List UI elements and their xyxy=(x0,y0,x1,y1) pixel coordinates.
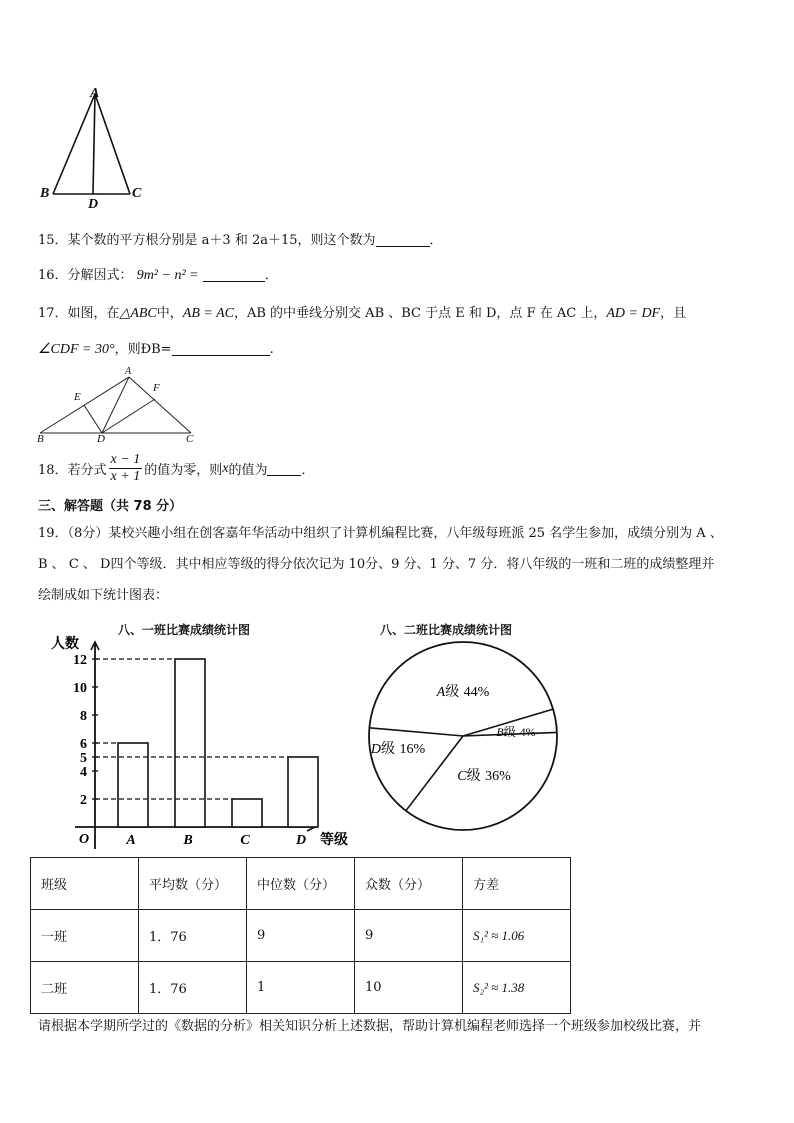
bar-chart xyxy=(45,628,365,854)
q15-suffix: ． xyxy=(429,233,443,248)
scores-table xyxy=(30,857,571,1014)
q16-suffix: ． xyxy=(264,268,278,283)
triangle-figure-q17 xyxy=(36,366,206,446)
fig2-label-e: E xyxy=(74,391,81,403)
x-tick-label: B xyxy=(183,833,193,848)
y-tick-label: 6 xyxy=(80,737,87,752)
q18-answer-blank[interactable] xyxy=(267,461,301,476)
x-tick-label: D xyxy=(295,833,307,848)
question-17-line1 xyxy=(38,302,686,322)
table-cell: 二班 xyxy=(31,962,139,1014)
header-cell: 众数（分） xyxy=(355,858,463,910)
pie-slice-label: A级 44% xyxy=(436,684,490,700)
label-c: C xyxy=(132,186,142,201)
table-row xyxy=(31,962,571,1014)
table-cell: 一班 xyxy=(31,910,139,962)
q17-triangle: △ABC xyxy=(119,306,157,321)
label-b: B xyxy=(40,186,50,201)
q19-line-2: B 、 C 、 D四个等级．其中相应等级的得分依次记为 10分、9 分、1 分、7 分．将八年级的一班和二班的成绩整理并 xyxy=(38,557,715,572)
q17-answer-blank[interactable] xyxy=(172,341,270,356)
question-15 xyxy=(38,229,443,248)
q18-text: 18．若分式 xyxy=(38,463,107,478)
header-cell: 中位数（分） xyxy=(247,858,355,910)
pie-slice-label: D级 16% xyxy=(370,741,426,757)
x-tick-label: A xyxy=(126,833,136,848)
q17-equation-1: AB = AC xyxy=(182,306,234,321)
q17-text-e: ，则ÐB= xyxy=(114,342,172,357)
table-header-row xyxy=(31,858,571,910)
bar xyxy=(118,743,148,827)
fig2-label-a: A xyxy=(125,366,132,377)
q15-answer-blank[interactable] xyxy=(376,232,430,247)
pie-chart-title: 八、二班比赛成绩统计图 xyxy=(380,623,513,637)
table-row xyxy=(31,910,571,962)
origin-label: O xyxy=(79,832,90,847)
q18-numerator: x − 1 xyxy=(110,452,141,467)
table-cell: 10 xyxy=(355,962,463,1014)
y-axis-label: 人数 xyxy=(51,637,79,652)
q19-line-1: 19．（8分）某校兴趣小组在创客嘉年华活动中组织了计算机编程比赛，八年级每班派 25 名学生参加，成绩分别为 A 、 xyxy=(38,526,723,541)
x-tick-label: C xyxy=(240,833,250,848)
q18-text-b: 的值为零，则 xyxy=(144,463,223,478)
x-axis-label: 等级 xyxy=(320,833,348,848)
q18-variable: x xyxy=(222,460,229,476)
bar-chart-title: 八、一班比赛成绩统计图 xyxy=(118,623,251,637)
q17-angle: ∠CDF = 30° xyxy=(38,342,115,357)
q17-text-d: ，且 xyxy=(660,306,687,321)
pie-chart xyxy=(360,640,565,840)
label-a: A xyxy=(90,86,100,101)
question-18 xyxy=(38,452,314,485)
fig2-label-f: F xyxy=(153,382,160,394)
section-3-heading: 三、解答题（共 78 分） xyxy=(38,499,183,514)
header-cell: 平均数（分） xyxy=(139,858,247,910)
bar xyxy=(288,757,318,827)
table-cell: 9 xyxy=(247,910,355,962)
bar xyxy=(232,799,262,827)
fig2-label-d: D xyxy=(97,433,105,445)
table-cell: S₁² ≈ 1.06 xyxy=(463,910,571,962)
table-cell: 9 xyxy=(355,910,463,962)
q15-text: 15．某个数的平方根分别是 a＋3 和 2a＋15，则这个数为 xyxy=(38,233,376,248)
bar xyxy=(175,659,205,827)
question-16 xyxy=(38,264,278,284)
q19-line-3: 绘制成如下统计图表： xyxy=(38,588,169,603)
q18-suffix: ． xyxy=(301,463,315,478)
q17-equation-2: AD = DF xyxy=(606,306,661,321)
table-cell: 1．76 xyxy=(139,910,247,962)
table-cell: 1．76 xyxy=(139,962,247,1014)
q16-answer-blank[interactable] xyxy=(203,267,265,282)
q18-denominator: x + 1 xyxy=(110,469,141,484)
q17-suffix: . xyxy=(269,342,274,357)
pie-slice-label: B级 4% xyxy=(496,725,536,739)
q18-fraction xyxy=(109,452,143,485)
y-tick-label: 8 xyxy=(80,709,87,724)
fig2-label-b: B xyxy=(37,433,44,445)
pie-slice-label: C级 36% xyxy=(457,768,511,784)
q19-line-4: 请根据本学期所学过的《数据的分析》相关知识分析上述数据，帮助计算机编程老师选择一个班级参加校级比赛，并 xyxy=(38,1019,702,1034)
q17-text-c: ，AB 的中垂线分别交 AB 、BC 于点 E 和 D，点 F 在 AC 上， xyxy=(233,306,607,321)
q16-text: 16．分解因式： xyxy=(38,268,133,283)
y-tick-label: 4 xyxy=(80,765,87,780)
y-tick-label: 10 xyxy=(73,681,87,696)
y-tick-label: 5 xyxy=(80,751,87,766)
header-cell: 方差 xyxy=(463,858,571,910)
q16-expression: 9m² − n² = xyxy=(136,268,199,283)
q18-text-c: 的值为 xyxy=(228,463,268,478)
y-tick-label: 12 xyxy=(73,653,87,668)
q17-text-b: 中， xyxy=(156,306,183,321)
y-tick-label: 2 xyxy=(80,793,87,808)
q17-text-a: 17．如图，在 xyxy=(38,306,120,321)
fig2-label-c: C xyxy=(186,433,194,445)
question-17-line2 xyxy=(38,338,274,358)
header-cell: 班级 xyxy=(31,858,139,910)
table-cell: S₂² ≈ 1.38 xyxy=(463,962,571,1014)
table-cell: 1 xyxy=(247,962,355,1014)
label-d: D xyxy=(88,197,99,212)
